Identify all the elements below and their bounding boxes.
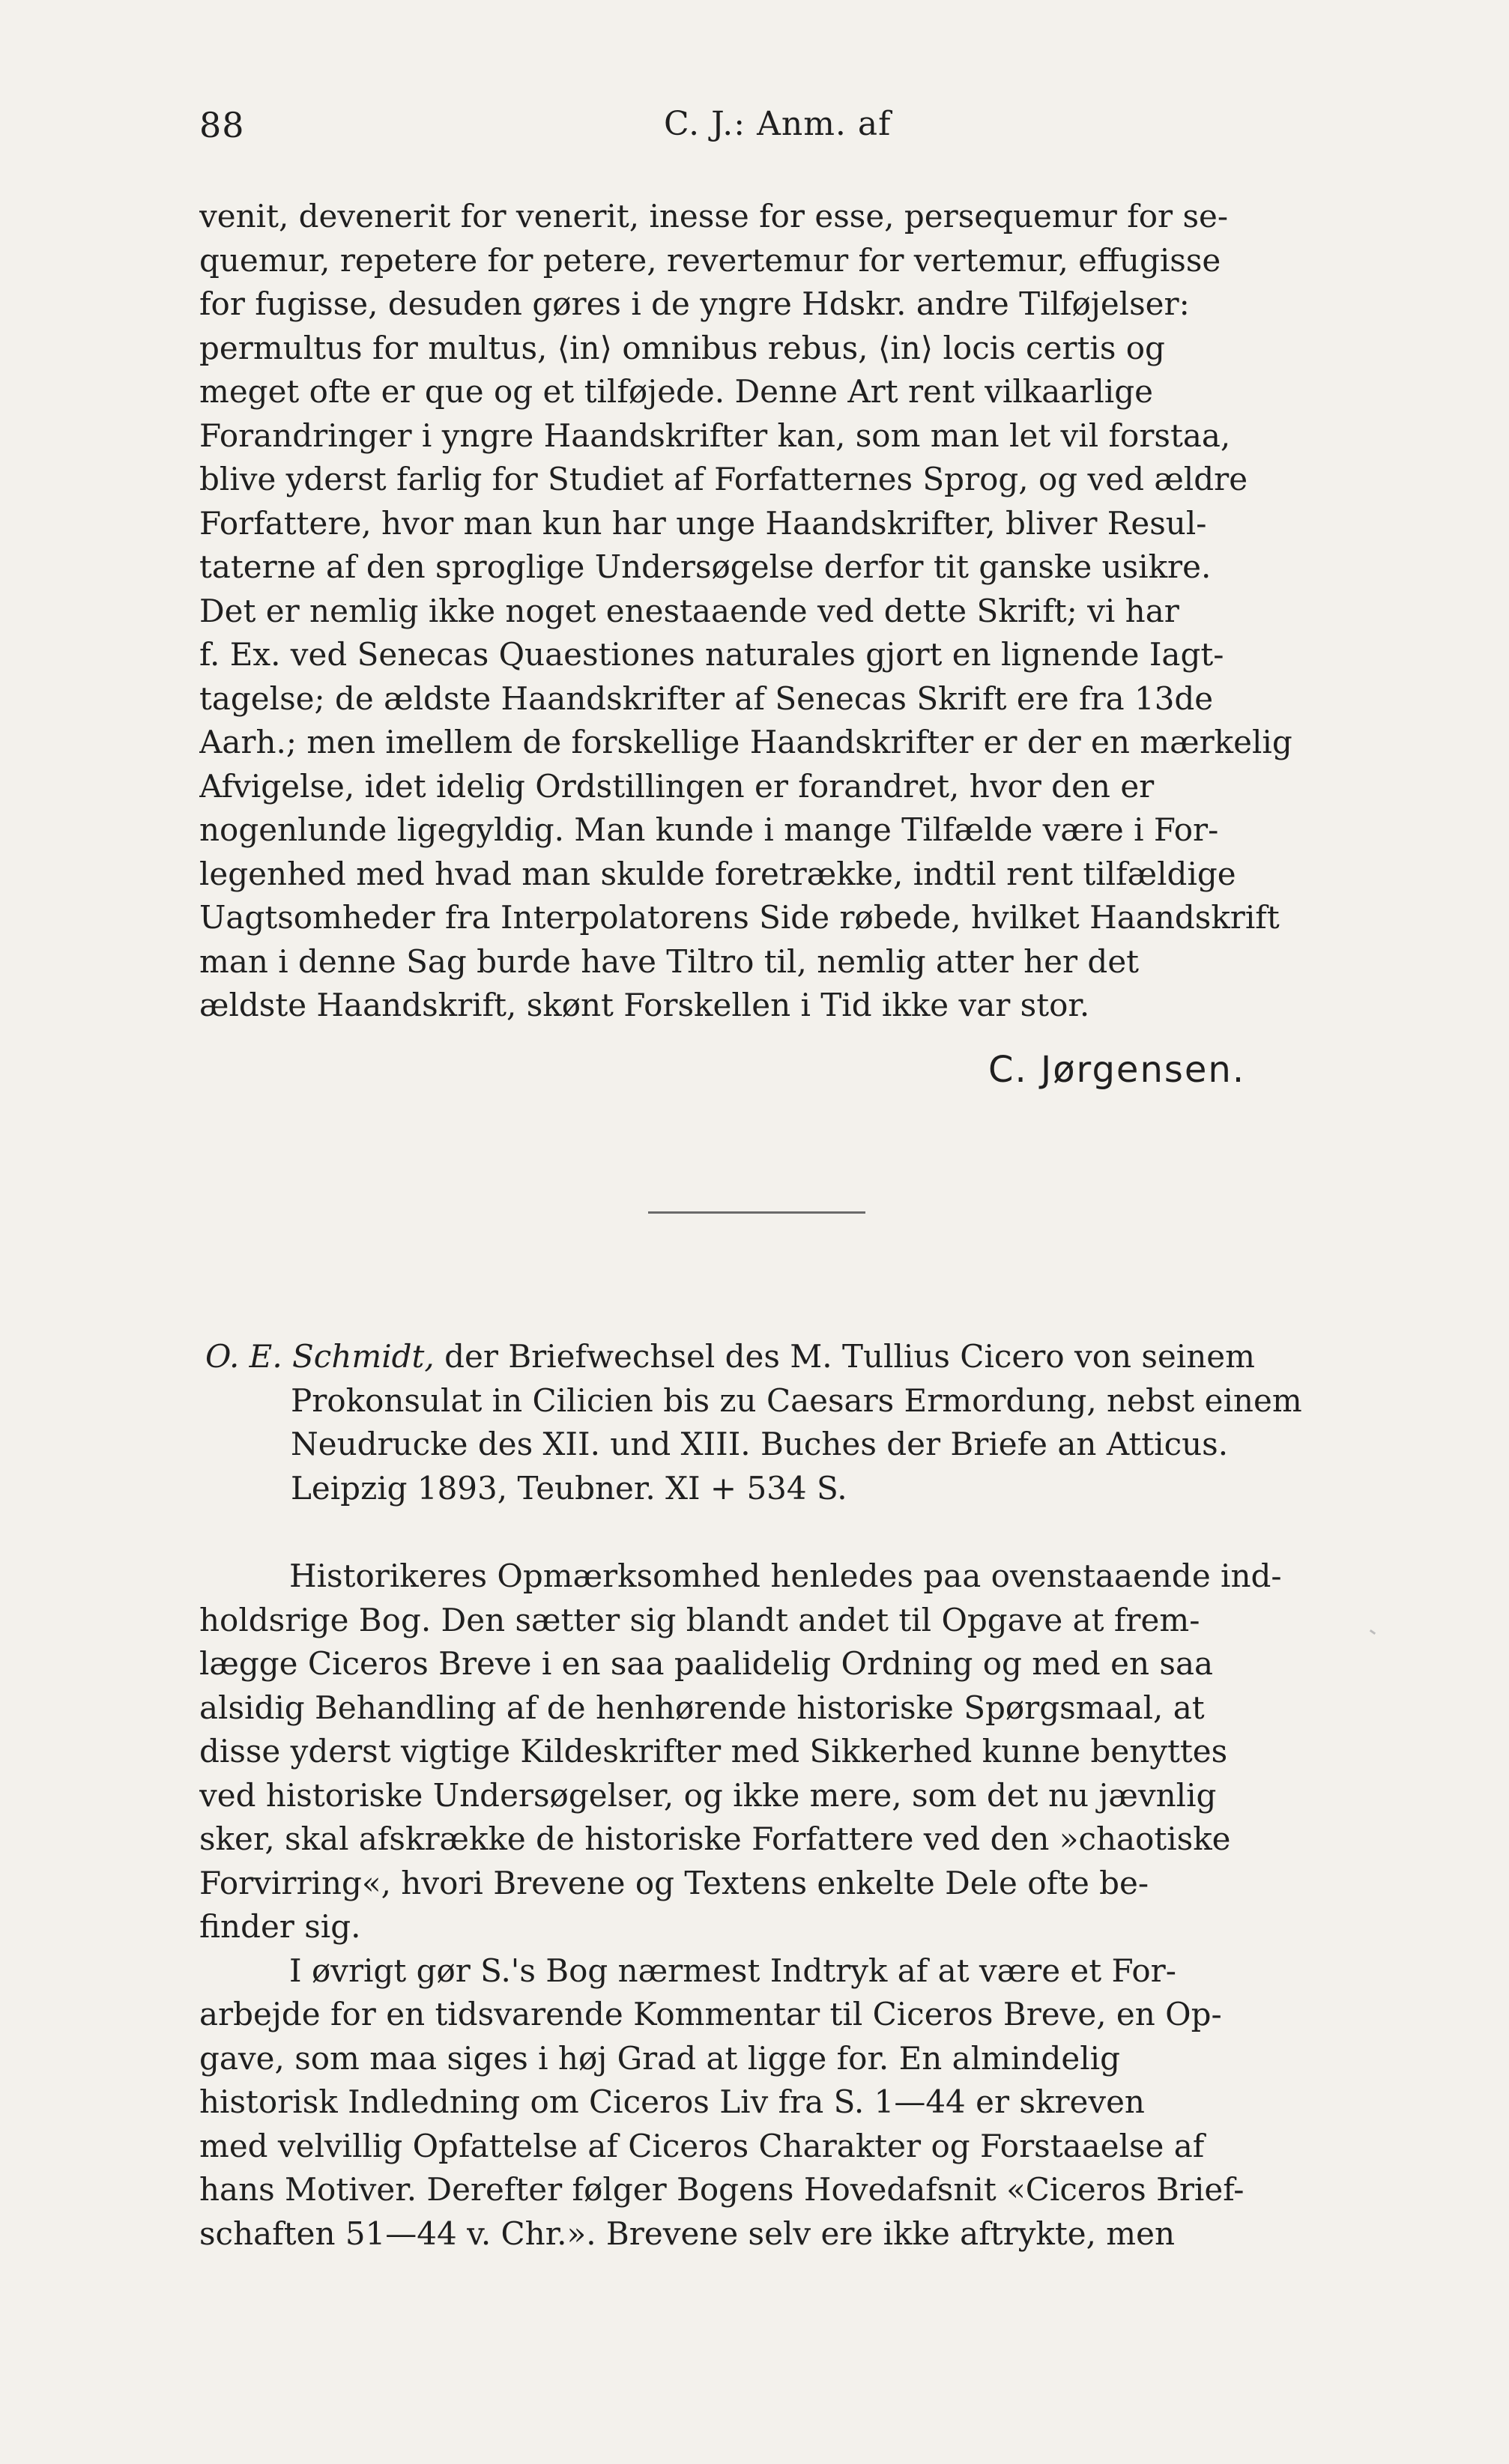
- page-header: [199, 105, 1359, 150]
- print-speck: [1370, 1629, 1376, 1635]
- review-two-line: ved historiske Undersøgelser, og ikke mere, som det nu jævnlig: [199, 1776, 1217, 1814]
- review-one-line: taterne af den sproglige Undersøgelse derfor tit ganske usikre.: [199, 548, 1212, 585]
- review-two-line: gave, som maa siges i høj Grad at ligge for. En almindelig: [199, 2039, 1120, 2077]
- review-one-line: f. Ex. ved Senecas Quaestiones naturales gjort en lignende Iagt-: [199, 636, 1224, 673]
- review-one-line: tagelse; de ældste Haandskrifter af Senecas Skrift ere fra 13de: [199, 679, 1214, 717]
- review-two-line: Historikeres Opmærksomhed henledes paa ovenstaaende ind-: [289, 1558, 1282, 1594]
- review-two-line: arbejde for en tidsvarende Kommentar til Ciceros Breve, en Op-: [199, 1996, 1222, 2032]
- review-one-line: Afvigelse, idet idelig Ordstillingen er forandret, hvor den er: [199, 767, 1155, 805]
- review-one-line: permultus for multus, ⟨in⟩ omnibus rebus, ⟨in⟩ locis certis og: [199, 329, 1165, 366]
- review-two-line: finder sig.: [199, 1908, 361, 1945]
- review-two-line: med velvillig Opfattelse af Ciceros Charakter og Forstaaelse af: [199, 2127, 1205, 2164]
- page-number: 88: [199, 105, 245, 145]
- review-one-line: blive yderst farlig for Studiet af Forfatternes Sprog, og ved ældre: [199, 461, 1248, 497]
- citation-author: O. E. Schmidt,: [205, 1338, 435, 1375]
- running-head: C. J.: Anm. af: [664, 105, 892, 143]
- review-one-line: ældste Haandskrift, skønt Forskellen i Tid ikke var stor.: [199, 987, 1090, 1023]
- review-one-line: man i denne Sag burde have Tiltro til, nemlig atter her det: [199, 942, 1140, 980]
- review-one-line: meget ofte er que og et tilføjede. Denne Art rent vilkaarlige: [199, 373, 1153, 410]
- review-two-line: disse yderst vigtige Kildeskrifter med Sikkerhed kunne benyttes: [199, 1733, 1228, 1770]
- section-divider: [648, 1211, 865, 1214]
- review-two-line: hans Motiver. Derefter følger Bogens Hovedafsnit «Ciceros Brief-: [199, 2171, 1245, 2208]
- review-one-line: Aarh.; men imellem de forskellige Haandskrifter er der en mærkelig: [199, 724, 1292, 760]
- review-two-line: schaften 51—44 v. Chr.». Brevene selv ere ikke aftrykte, men: [199, 2215, 1176, 2252]
- citation-first-line: [199, 1335, 1359, 1379]
- book-citation: [199, 1335, 1359, 1510]
- citation-line: Leipzig 1893, Teubner. XI + 534 S.: [291, 1469, 847, 1507]
- review-two-body: [199, 1555, 1359, 2256]
- review-signature: C. Jørgensen.: [988, 1049, 1246, 1091]
- citation-line: Prokonsulat in Cilicien bis zu Caesars Ermordung, nebst einem: [291, 1381, 1302, 1419]
- review-one-line: Uagtsomheder fra Interpolatorens Side røbede, hvilket Haandskrift: [199, 899, 1280, 936]
- review-one-line: nogenlunde ligegyldig. Man kunde i mange Tilfælde være i For-: [199, 811, 1219, 848]
- review-one-body: [199, 195, 1359, 1028]
- review-one-line: Det er nemlig ikke noget enestaaende ved dette Skrift; vi har: [199, 592, 1179, 629]
- review-two-line: holdsrige Bog. Den sætter sig blandt andet til Opgave at frem-: [199, 1601, 1200, 1638]
- review-one-line: for fugisse, desuden gøres i de yngre Hdskr. andre Tilføjelser:: [199, 285, 1190, 322]
- review-one-line: Forandringer i yngre Haandskrifter kan, som man let vil forstaa,: [199, 417, 1231, 454]
- review-one-line: legenhed med hvad man skulde foretrække, indtil rent tilfældige: [199, 855, 1236, 892]
- review-one-line: quemur, repetere for petere, revertemur for vertemur, effugisse: [199, 241, 1221, 279]
- citation-line: Neudrucke des XII. und XIII. Buches der Briefe an Atticus.: [291, 1426, 1229, 1462]
- citation-title-start: der Briefwechsel des M. Tullius Cicero von seinem: [444, 1338, 1255, 1375]
- review-one-line: Forfattere, hvor man kun har unge Haandskrifter, bliver Resul-: [199, 504, 1207, 542]
- review-two-line: I øvrigt gør S.'s Bog nærmest Indtryk af at være et For-: [289, 1952, 1176, 1989]
- review-two-line: historisk Indledning om Ciceros Liv fra S. 1—44 er skreven: [199, 2083, 1145, 2120]
- review-one-line: venit, devenerit for venerit, inesse for esse, persequemur for se-: [199, 198, 1229, 234]
- review-two-line: Forvirring«, hvori Brevene og Textens enkelte Dele ofte be-: [199, 1864, 1149, 1901]
- review-two-line: alsidig Behandling af de henhørende historiske Spørgsmaal, at: [199, 1689, 1205, 1726]
- review-two-line: lægge Ciceros Breve i en saa paalidelig Ordning og med en saa: [199, 1645, 1214, 1682]
- review-two-line: sker, skal afskrække de historiske Forfattere ved den »chaotiske: [199, 1820, 1231, 1857]
